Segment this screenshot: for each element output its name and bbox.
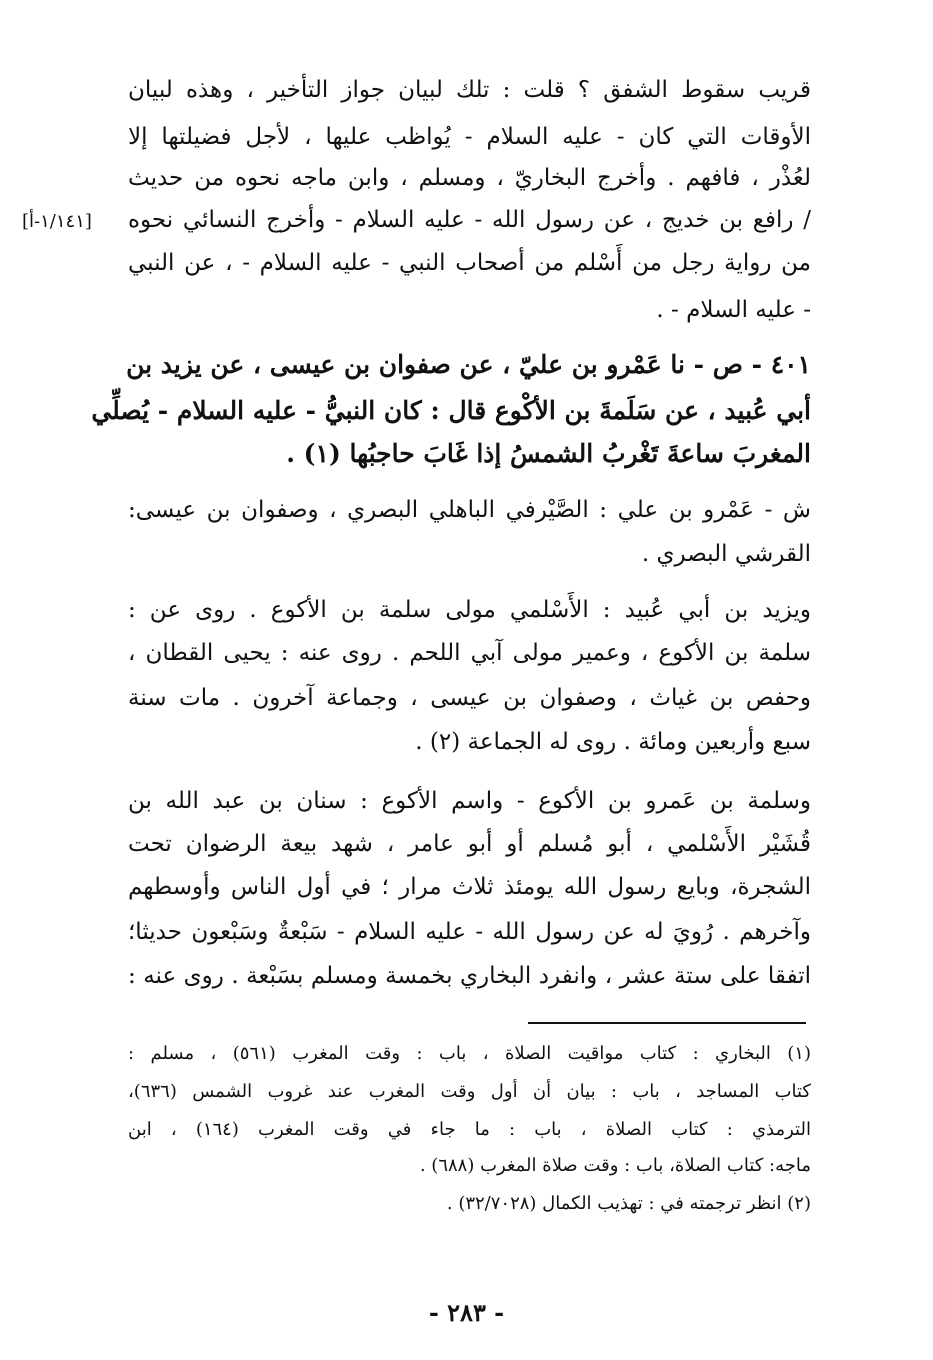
footnote-line: (١) البخاري : كتاب مواقيت الصلاة ، باب : وقت المغرب (٥٦١) ، مسلم :: [128, 1043, 811, 1064]
text-line: القرشي البصري .: [641, 541, 811, 567]
text-line: ويزيد بن أبي عُبيد : الأَسْلمي مولى سلمة بن الأكوع . روى عن :: [128, 597, 811, 623]
text-line: وآخرهم . رُويَ له عن رسول الله - عليه السلام - سَبْعةٌ وسَبْعون حديثا؛: [128, 919, 811, 945]
text-line: سلمة بن الأكوع ، وعمير مولى آبي اللحم . روى عنه : يحيى القطان ،: [128, 640, 811, 666]
text-line: وحفص بن غياث ، وصفوان بن عيسى ، وجماعة آخرون . مات سنة: [128, 685, 811, 711]
text-line: ٤٠١ - ص - نا عَمْرو بن عليّ ، عن صفوان بن عيسى ، عن يزيد بن: [126, 350, 811, 379]
footnote-line: ماجه: كتاب الصلاة، باب : وقت صلاة المغرب (٦٨٨) .: [419, 1155, 811, 1176]
text-line: سبع وأربعين ومائة . روى له الجماعة (٢) .: [415, 729, 811, 755]
text-line: المغربَ ساعةَ تَغْربُ الشمسُ إذا غَابَ حاجبُها (١) .: [286, 439, 811, 468]
footnote-separator: [528, 1022, 806, 1024]
text-line: أبي عُبيد ، عن سَلَمةَ بن الأكْوع قال : كان النبيُّ - عليه السلام - يُصلِّي: [91, 396, 811, 425]
text-line: لعُذْر ، فافهم . وأخرج البخاريّ ، ومسلم ، وابن ماجه نحوه من حديث: [128, 165, 811, 191]
footnote-line: الترمذي : كتاب الصلاة ، باب : ما جاء في وقت المغرب (١٦٤) ، ابن: [128, 1119, 811, 1140]
footnote-line: كتاب المساجد ، باب : بيان أن أول وقت المغرب عند غروب الشمس (٦٣٦)،: [128, 1081, 811, 1102]
text-line: قُشَيْر الأَسْلمي ، أبو مُسلم أو أبو عامر ، شهد بيعة الرضوان تحت: [128, 831, 811, 857]
text-line: - عليه السلام - .: [656, 297, 811, 323]
text-line: قريب سقوط الشفق ؟ قلت : تلك لبيان جواز التأخير ، وهذه لبيان: [128, 77, 811, 103]
text-line: / رافع بن خديج ، عن رسول الله - عليه السلام - وأخرج النسائي نحوه: [128, 207, 811, 233]
text-line: الشجرة، وبايع رسول الله يومئذ ثلاث مرار ؛ في أول الناس وأوسطهم: [128, 874, 811, 900]
text-line: وسلمة بن عَمرو بن الأكوع - واسم الأكوع : سنان بن عبد الله بن: [128, 788, 811, 814]
text-line: اتفقا على ستة عشر ، وانفرد البخاري بخمسة ومسلم بسَبْعة . روى عنه :: [128, 963, 811, 989]
text-line: من رواية رجل من أَسْلم من أصحاب النبي - عليه السلام - ، عن النبي: [128, 250, 811, 276]
page-number: - ٢٨٣ -: [428, 1298, 505, 1327]
text-line: الأوقات التي كان - عليه السلام - يُواظب عليها ، لأجل فضيلتها إلا: [128, 124, 811, 150]
footnote-line: (٢) انظر ترجمته في : تهذيب الكمال (٣٢/٧٠٢٨) .: [446, 1193, 811, 1214]
text-line: ش - عَمْرو بن علي : الصَّيْرفي الباهلي البصري ، وصفوان بن عيسى:: [128, 497, 811, 523]
margin-manuscript-reference: [١/١٤١-أ]: [22, 211, 92, 232]
